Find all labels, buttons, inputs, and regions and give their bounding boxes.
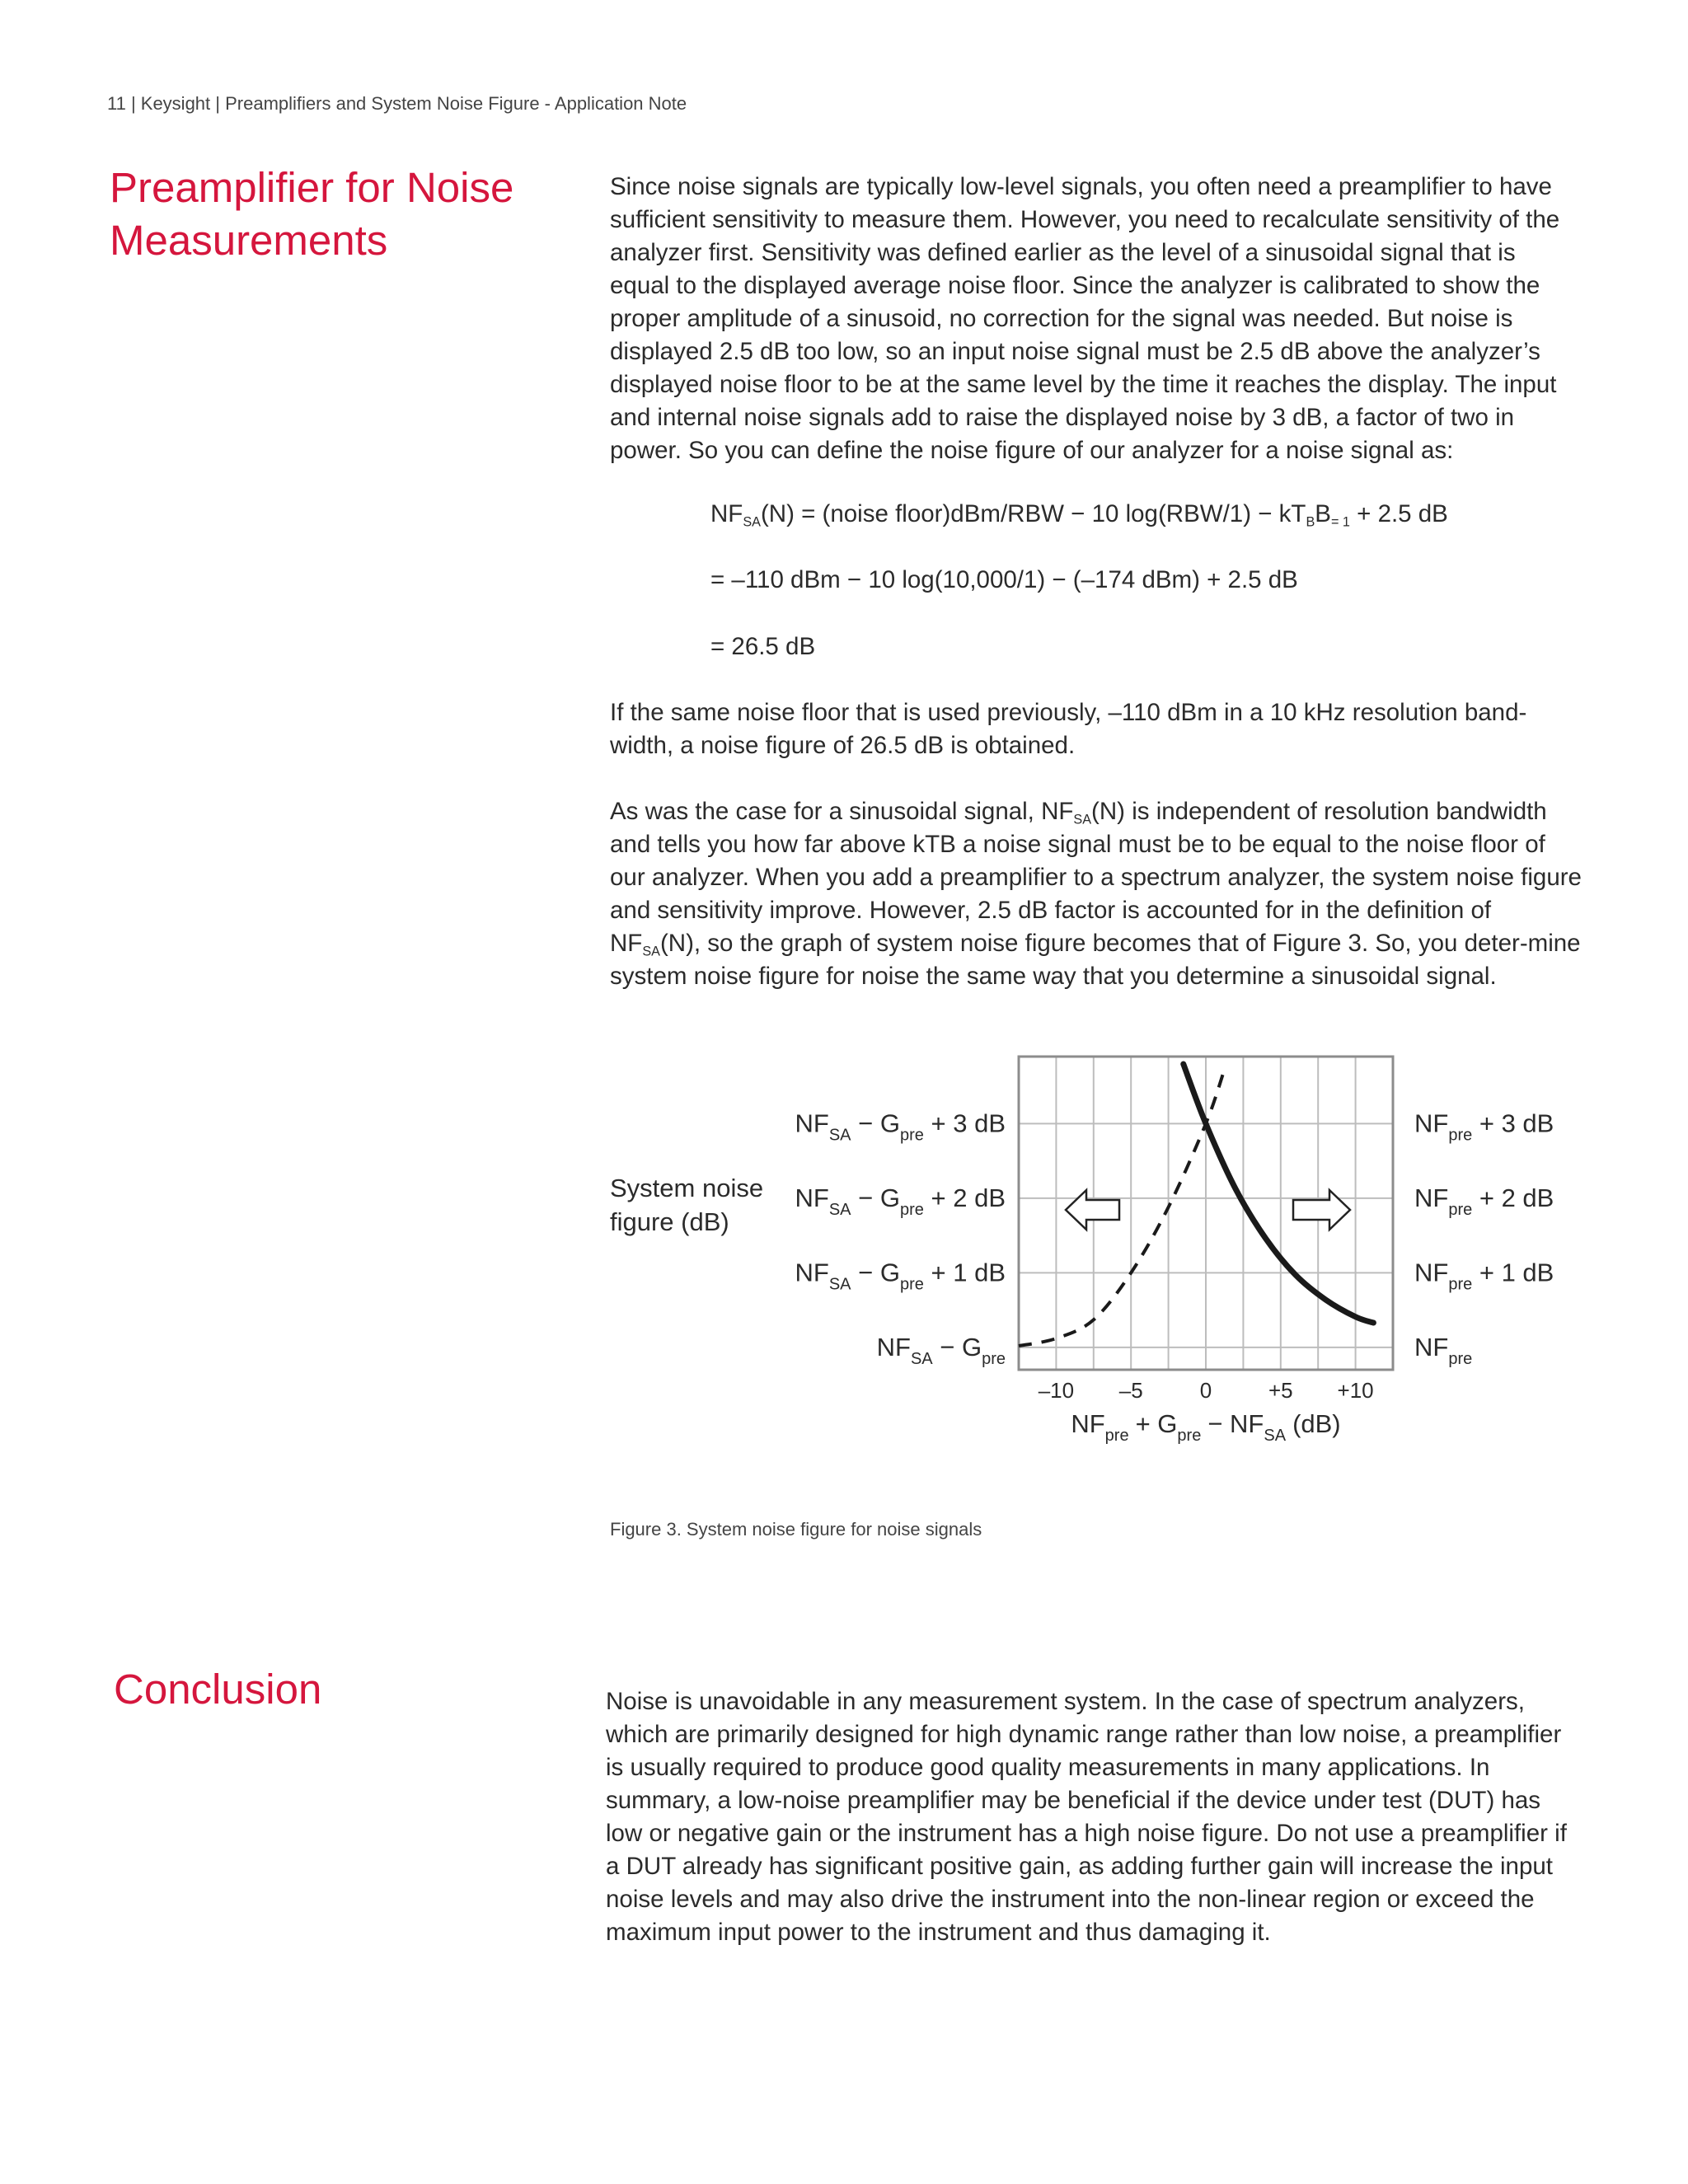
right-label-3-sub: pre <box>1448 1349 1473 1368</box>
arrow-left-icon <box>1066 1190 1119 1230</box>
right-label-1-tail: + 2 dB <box>1472 1183 1554 1212</box>
right-label-0-tail: + 3 dB <box>1472 1108 1554 1138</box>
left-label-0-part-2: − G <box>851 1108 900 1138</box>
left-label-3-part-3: pre <box>982 1349 1006 1368</box>
left-label-2-part-3: pre <box>899 1275 924 1294</box>
xlabel-nf-sub: pre <box>1104 1427 1129 1445</box>
left-label-2 <box>795 1258 1006 1293</box>
right-label-1-sub: pre <box>1448 1200 1473 1219</box>
right-label-2-sub: pre <box>1448 1275 1473 1294</box>
series-dashed-curve <box>1019 1071 1224 1346</box>
eq-nf-sub: SA <box>743 514 761 530</box>
right-level-labels <box>1414 1108 1554 1367</box>
eq-eq-sub: = 1 <box>1330 514 1350 530</box>
left-label-3-part-1: SA <box>910 1349 933 1368</box>
explain-c: (N), so the graph of system noise figure becomes that of Figure 3. So, you deter-mine system noise figure for noise the same way that you determine a sinusoidal signal. <box>610 930 1581 990</box>
left-level-labels <box>795 1108 1006 1367</box>
right-label-2-main: NF <box>1414 1258 1449 1287</box>
result-paragraph: If the same noise floor that is used previously, –110 dBm in a 10 kHz resolution band-width, a noise figure of 26.5 dB is obtained. <box>610 699 1527 759</box>
eq-b: B <box>1315 500 1331 527</box>
right-label-3 <box>1414 1333 1472 1368</box>
explain-a: As was the case for a sinusoidal signal, NF <box>610 798 1074 825</box>
left-label-2-tail: + 1 dB <box>923 1258 1006 1287</box>
series-solid-curve <box>1184 1064 1374 1323</box>
eq-part-b: + 2.5 dB <box>1349 500 1448 527</box>
explain-paragraph <box>610 795 1582 993</box>
eq-nf: NF <box>710 500 743 527</box>
x-tick-0: –10 <box>1038 1378 1075 1403</box>
x-tick-2: 0 <box>1199 1378 1212 1403</box>
left-label-0-part-3: pre <box>899 1126 924 1145</box>
left-label-2-part-0: NF <box>795 1258 829 1287</box>
running-header: 11 | Keysight | Preamplifiers and System Noise Figure - Application Note <box>107 93 687 114</box>
x-tick-1: –5 <box>1118 1378 1143 1403</box>
figure-caption: Figure 3. System noise figure for noise signals <box>610 1519 982 1540</box>
left-label-1-part-1: SA <box>828 1200 851 1219</box>
left-label-0-part-0: NF <box>795 1108 829 1138</box>
equation-line-2: = –110 dBm − 10 log(10,000/1) − (–174 dBm) + 2.5 dB <box>710 566 1298 593</box>
xlabel-unit: (dB) <box>1292 1409 1341 1438</box>
right-label-0-main: NF <box>1414 1108 1449 1138</box>
left-label-3-part-0: NF <box>876 1332 911 1361</box>
right-label-2 <box>1414 1258 1554 1293</box>
equation-line-3: = 26.5 dB <box>710 633 816 660</box>
left-label-1-part-0: NF <box>795 1183 829 1212</box>
eq-b-sub: B <box>1306 514 1315 530</box>
explain-sub-1: SA <box>1073 812 1092 827</box>
x-axis-label <box>1071 1409 1340 1445</box>
left-label-0-part-1: SA <box>828 1126 851 1145</box>
right-label-1-main: NF <box>1414 1183 1449 1212</box>
equation-line-1 <box>710 498 1448 531</box>
left-label-3-part-2: − G <box>932 1332 982 1361</box>
left-label-0-tail: + 3 dB <box>923 1108 1006 1138</box>
y-axis-label-line-2: figure (dB) <box>610 1207 729 1236</box>
explain-b: (N) is independent of resolution bandwidth and tells you how far above kTB a noise signal must be to be equal to the noise floor of our analyzer. When you add a preamplifier to a spectrum analyzer, the system noise figure and sensitivity improve. However, 2.5 dB factor is accounted for in the definition of NF <box>610 798 1582 957</box>
xlabel-nf: NF <box>1071 1409 1105 1438</box>
explain-sub-2: SA <box>642 944 660 959</box>
x-tick-4: +10 <box>1337 1378 1374 1403</box>
right-label-2-tail: + 1 dB <box>1472 1258 1554 1287</box>
x-tick-labels <box>1039 1378 1374 1403</box>
section-title-conclusion: Conclusion <box>114 1666 322 1713</box>
left-label-1-part-2: − G <box>851 1183 900 1212</box>
left-label-1 <box>795 1183 1006 1219</box>
section-title-preamplifier: Preamplifier for Noise Measurements <box>110 164 514 264</box>
xlabel-plus: + G <box>1135 1409 1178 1438</box>
right-label-0-sub: pre <box>1448 1126 1473 1145</box>
conclusion-paragraph: Noise is unavoidable in any measurement system. In the case of spectrum analyzers, which are primarily designed for high dynamic range rather than low noise, a preamplifier is usually required to produce good quality measurements in many applications. In summary, a low-noise preamplifier may be beneficial if the device under test (DUT) has low or negative gain or the instrument has a high noise figure. Do not use a preamplifier if a DUT already has significant positive gain, as adding further gain will increase the input noise levels and may also drive the instrument into the non-linear region or exceed the maximum input power to the instrument and thus damaging it. <box>606 1688 1567 1946</box>
left-label-2-part-1: SA <box>828 1275 851 1294</box>
xlabel-minus: − NF <box>1207 1409 1264 1438</box>
xlabel-g-sub: pre <box>1177 1427 1202 1445</box>
left-label-3 <box>877 1333 1006 1368</box>
intro-paragraph: Since noise signals are typically low-level signals, you often need a preamplifier to have sufficient sensitivity to measure them. However, you need to recalculate sensitivity of the analyzer first. Sensitivity was defined earlier as the level of a sinusoidal signal that is equal to the displayed average noise floor. Since the analyzer is calibrated to show the proper amplitude of a sinusoid, no correction for the signal was needed. But noise is displayed 2.5 dB too low, so an input noise signal must be 2.5 dB above the analyzer’s displayed noise floor to be at the same level by the time it reaches the display. The input and internal noise signals add to raise the displayed noise by 3 dB, a factor of two in power. So you can define the noise figure of our analyzer for a noise signal as: <box>610 173 1560 464</box>
right-label-1 <box>1414 1183 1554 1219</box>
y-axis-label-line-1: System noise <box>610 1174 764 1202</box>
arrow-right-icon <box>1293 1190 1350 1230</box>
x-tick-3: +5 <box>1268 1378 1293 1403</box>
left-label-0 <box>795 1108 1006 1144</box>
right-label-3-main: NF <box>1414 1332 1449 1361</box>
left-label-1-part-3: pre <box>899 1200 924 1219</box>
system-noise-figure-chart <box>0 1038 1688 1500</box>
right-label-0 <box>1414 1108 1554 1144</box>
left-label-1-tail: + 2 dB <box>923 1183 1006 1212</box>
eq-part-a: (N) = (noise floor)dBm/RBW − 10 log(RBW/1) − kT <box>760 500 1306 527</box>
xlabel-sa-sub: SA <box>1264 1427 1287 1445</box>
left-label-2-part-2: − G <box>851 1258 900 1287</box>
